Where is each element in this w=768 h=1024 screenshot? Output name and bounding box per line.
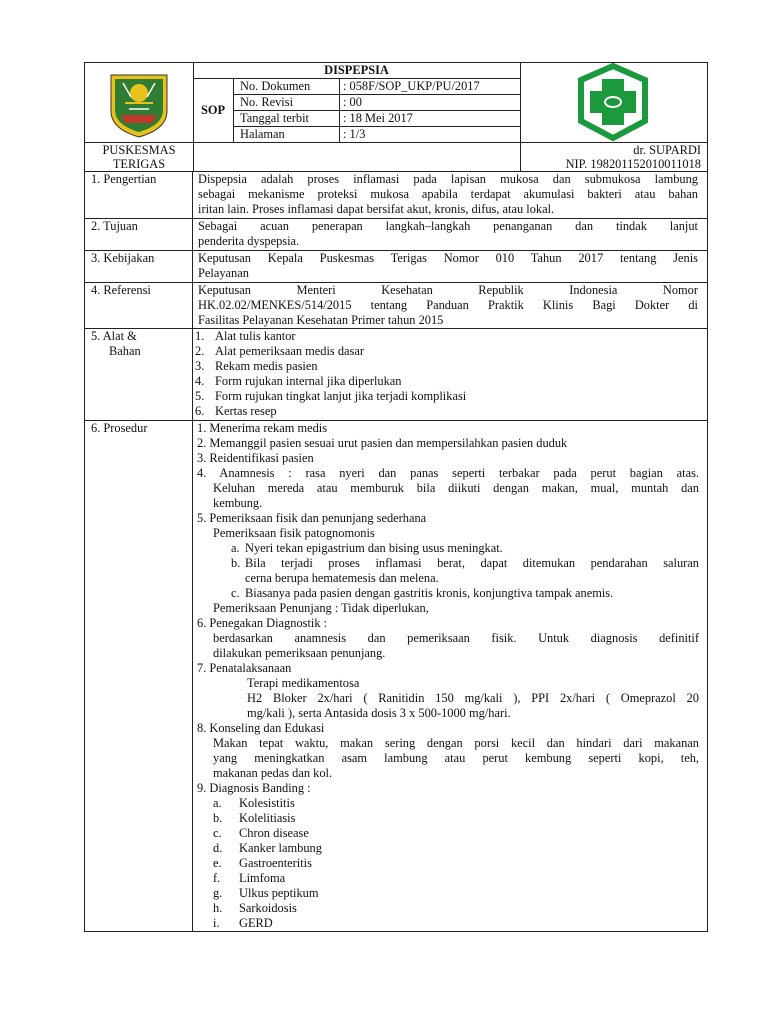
procedure-text: yang meningkatkan asam lambung atau perut kembung seperti kopi, teh, — [213, 751, 699, 765]
sub-text: Biasanya pada pasien dengan gastritis kronis, konjungtiva tampak anemis. — [245, 586, 614, 600]
regional-emblem-icon — [85, 63, 193, 142]
procedure-step: 7. Penatalaksanaan — [197, 661, 292, 675]
meta-value: : 058F/SOP_UKP/PU/2017 — [343, 79, 480, 93]
signer-block — [521, 143, 707, 172]
list-number: h. — [213, 901, 223, 915]
list-item — [195, 329, 695, 344]
differential-diagnosis-list — [197, 796, 699, 931]
list-number: c. — [213, 826, 222, 840]
puskesmas-logo-icon — [520, 63, 707, 142]
label-line: Bahan — [109, 344, 141, 358]
text-line: Fasilitas Pelayanan Kesehatan Primer tahun 2015 — [198, 313, 444, 327]
text-line: Sebagai acuan penerapan langkah–langkah penanganan dan tindak lanjut — [198, 219, 698, 233]
differential-item — [197, 886, 699, 901]
procedure-step: 9. Diagnosis Banding : — [197, 781, 311, 795]
procedure-text: makanan pedas dan kol. — [213, 766, 333, 780]
list-number: i. — [213, 916, 220, 930]
sub-item — [197, 541, 699, 556]
differential-item — [197, 811, 699, 826]
section-label: 4. Referensi — [85, 283, 193, 329]
meta-key: Halaman — [240, 127, 285, 141]
meta-row-dokumen — [234, 79, 520, 95]
sub-text: cerna berupa hematemesis dan melena. — [245, 571, 439, 585]
procedure-text: kembung. — [213, 496, 263, 510]
section-label: 1. Pengertian — [85, 172, 193, 219]
meta-value: : 00 — [343, 95, 362, 109]
list-item — [195, 389, 695, 404]
list-number: a. — [213, 796, 222, 810]
sub-text: Nyeri tekan epigastrium dan bising usus meningkat. — [245, 541, 503, 555]
list-item — [195, 404, 695, 419]
differential-item — [197, 916, 699, 931]
section-alat-bahan — [85, 328, 707, 421]
list-number: 3. — [195, 359, 205, 373]
section-content — [198, 283, 698, 328]
procedure-step: 8. Konseling dan Edukasi — [197, 721, 325, 735]
text-line: iritan lain. Proses inflamasi dapat bersifat akut, kronis, difus, atau lokal. — [198, 202, 555, 216]
list-item — [195, 374, 695, 389]
procedure-step: 3. Reidentifikasi pasien — [197, 451, 314, 465]
section-label: 3. Kebijakan — [85, 251, 193, 283]
blank-cell — [193, 143, 521, 172]
sub-item — [197, 586, 699, 601]
list-item — [195, 359, 695, 374]
list-number: b. — [231, 556, 241, 570]
section-label — [85, 329, 193, 421]
section-content — [195, 329, 695, 419]
text-line: Dispepsia adalah proses inflamasi pada lapisan mukosa dan submukosa lambung — [198, 172, 698, 186]
list-number: 5. — [195, 389, 205, 403]
sub-item — [197, 556, 699, 586]
differential-text: Sarkoidosis — [239, 901, 297, 915]
list-text: Rekam medis pasien — [215, 359, 318, 373]
signature-row — [85, 142, 707, 172]
differential-item — [197, 826, 699, 841]
procedure-text: Terapi medikamentosa — [247, 676, 360, 690]
differential-item — [197, 796, 699, 811]
differential-item — [197, 841, 699, 856]
text-line: Keputusan Kepala Puskesmas Terigas Nomor 010 Tahun 2017 tentang Jenis — [198, 251, 698, 265]
signer-name: dr. SUPARDI — [633, 143, 701, 157]
differential-item — [197, 856, 699, 871]
meta-key: No. Dokumen — [240, 79, 311, 93]
section-kebijakan — [85, 250, 707, 283]
list-text: Alat pemeriksaan medis dasar — [215, 344, 364, 358]
list-text: Kertas resep — [215, 404, 277, 418]
procedure-text: Keluhan mereda atau memburuk bila diikuti dengan makan, mual, muntah dan — [213, 481, 699, 495]
document-header — [85, 63, 707, 171]
list-number: b. — [213, 811, 223, 825]
list-number: d. — [213, 841, 223, 855]
differential-text: Kolesistitis — [239, 796, 295, 810]
meta-row-revisi — [234, 95, 520, 111]
list-number: a. — [231, 541, 240, 555]
procedure-step: 1. Menerima rekam medis — [197, 421, 328, 435]
section-content — [198, 219, 698, 249]
section-referensi — [85, 282, 707, 329]
section-prosedur — [85, 420, 707, 932]
list-number: 2. — [195, 344, 205, 358]
sop-label: SOP — [193, 79, 234, 142]
procedure-text: H2 Bloker 2x/hari ( Ranitidin 150 mg/kali ), PPI 2x/hari ( Omeprazol 20 — [247, 691, 699, 705]
procedure-text: mg/kali ), serta Antasida dosis 3 x 500-1000 mg/hari. — [247, 706, 511, 720]
differential-item — [197, 901, 699, 916]
text-line: Pelayanan — [198, 266, 249, 280]
differential-text: Chron disease — [239, 826, 309, 840]
meta-row-tanggal — [234, 111, 520, 127]
list-number: g. — [213, 886, 223, 900]
puskesmas-name — [85, 143, 194, 172]
differential-item — [197, 871, 699, 886]
text-line: Keputusan Menteri Kesehatan Republik Indonesia Nomor — [198, 283, 698, 297]
section-pengertian — [85, 171, 707, 219]
text-line: sebagai mekanisme proteksi mukosa apabila terdapat akumulasi bakteri atau bahan — [198, 187, 698, 201]
procedure-text: berdasarkan anamnesis dan pemeriksaan fisik. Untuk diagnosis definitif — [213, 631, 699, 645]
differential-text: Kolelitiasis — [239, 811, 296, 825]
meta-value: : 18 Mei 2017 — [343, 111, 413, 125]
list-number: c. — [231, 586, 240, 600]
list-number: 4. — [195, 374, 205, 388]
sub-text: Bila terjadi proses inflamasi berat, dapat ditemukan pendarahan saluran — [245, 556, 699, 570]
section-content — [197, 421, 699, 931]
section-label: 2. Tujuan — [85, 219, 193, 251]
differential-text: Gastroenteritis — [239, 856, 312, 870]
procedure-step: 4. Anamnesis : rasa nyeri dan panas seperti terbakar pada perut bagian atas. — [197, 466, 699, 480]
meta-key: No. Revisi — [240, 95, 294, 109]
list-number: f. — [213, 871, 221, 885]
meta-key: Tanggal terbit — [240, 111, 309, 125]
list-number: 6. — [195, 404, 205, 418]
procedure-text: Pemeriksaan fisik patognomonis — [213, 526, 375, 540]
differential-text: Ulkus peptikum — [239, 886, 319, 900]
procedure-text: Makan tepat waktu, makan sering dengan porsi kecil dan hindari dari makanan — [213, 736, 699, 750]
list-item — [195, 344, 695, 359]
list-number: e. — [213, 856, 222, 870]
text-line: penderita dyspepsia. — [198, 234, 300, 248]
procedure-text: Pemeriksaan Penunjang : Tidak diperlukan, — [213, 601, 429, 615]
differential-text: Limfoma — [239, 871, 286, 885]
procedure-step: 2. Memanggil pasien sesuai urut pasien dan mempersilahkan pasien duduk — [197, 436, 568, 450]
section-content — [198, 251, 698, 281]
meta-value: : 1/3 — [343, 127, 366, 141]
sop-document — [84, 62, 708, 932]
text-line: HK.02.02/MENKES/514/2015 tentang Panduan Praktik Klinis Bagi Dokter di — [198, 298, 698, 312]
procedure-step: 5. Pemeriksaan fisik dan penunjang sederhana — [197, 511, 427, 525]
signer-nip: NIP. 198201152010011018 — [565, 157, 701, 171]
document-title: DISPEPSIA — [193, 63, 520, 79]
meta-row-halaman — [234, 127, 520, 142]
differential-text: GERD — [239, 916, 273, 930]
list-text: Form rujukan tingkat lanjut jika terjadi komplikasi — [215, 389, 467, 403]
puskesmas-line: TERIGAS — [112, 157, 166, 171]
document-meta — [234, 79, 520, 142]
section-label: 6. Prosedur — [85, 421, 193, 932]
section-tujuan — [85, 218, 707, 251]
differential-text: Kanker lambung — [239, 841, 322, 855]
procedure-text: dilakukan pemeriksaan penunjang. — [213, 646, 386, 660]
list-text: Form rujukan internal jika diperlukan — [215, 374, 402, 388]
procedure-step: 6. Penegakan Diagnostik : — [197, 616, 328, 630]
list-text: Alat tulis kantor — [215, 329, 296, 343]
list-number: 1. — [195, 329, 205, 343]
label-line: 5. Alat & — [91, 329, 137, 343]
puskesmas-line: PUSKESMAS — [102, 143, 176, 157]
section-content — [198, 172, 698, 217]
